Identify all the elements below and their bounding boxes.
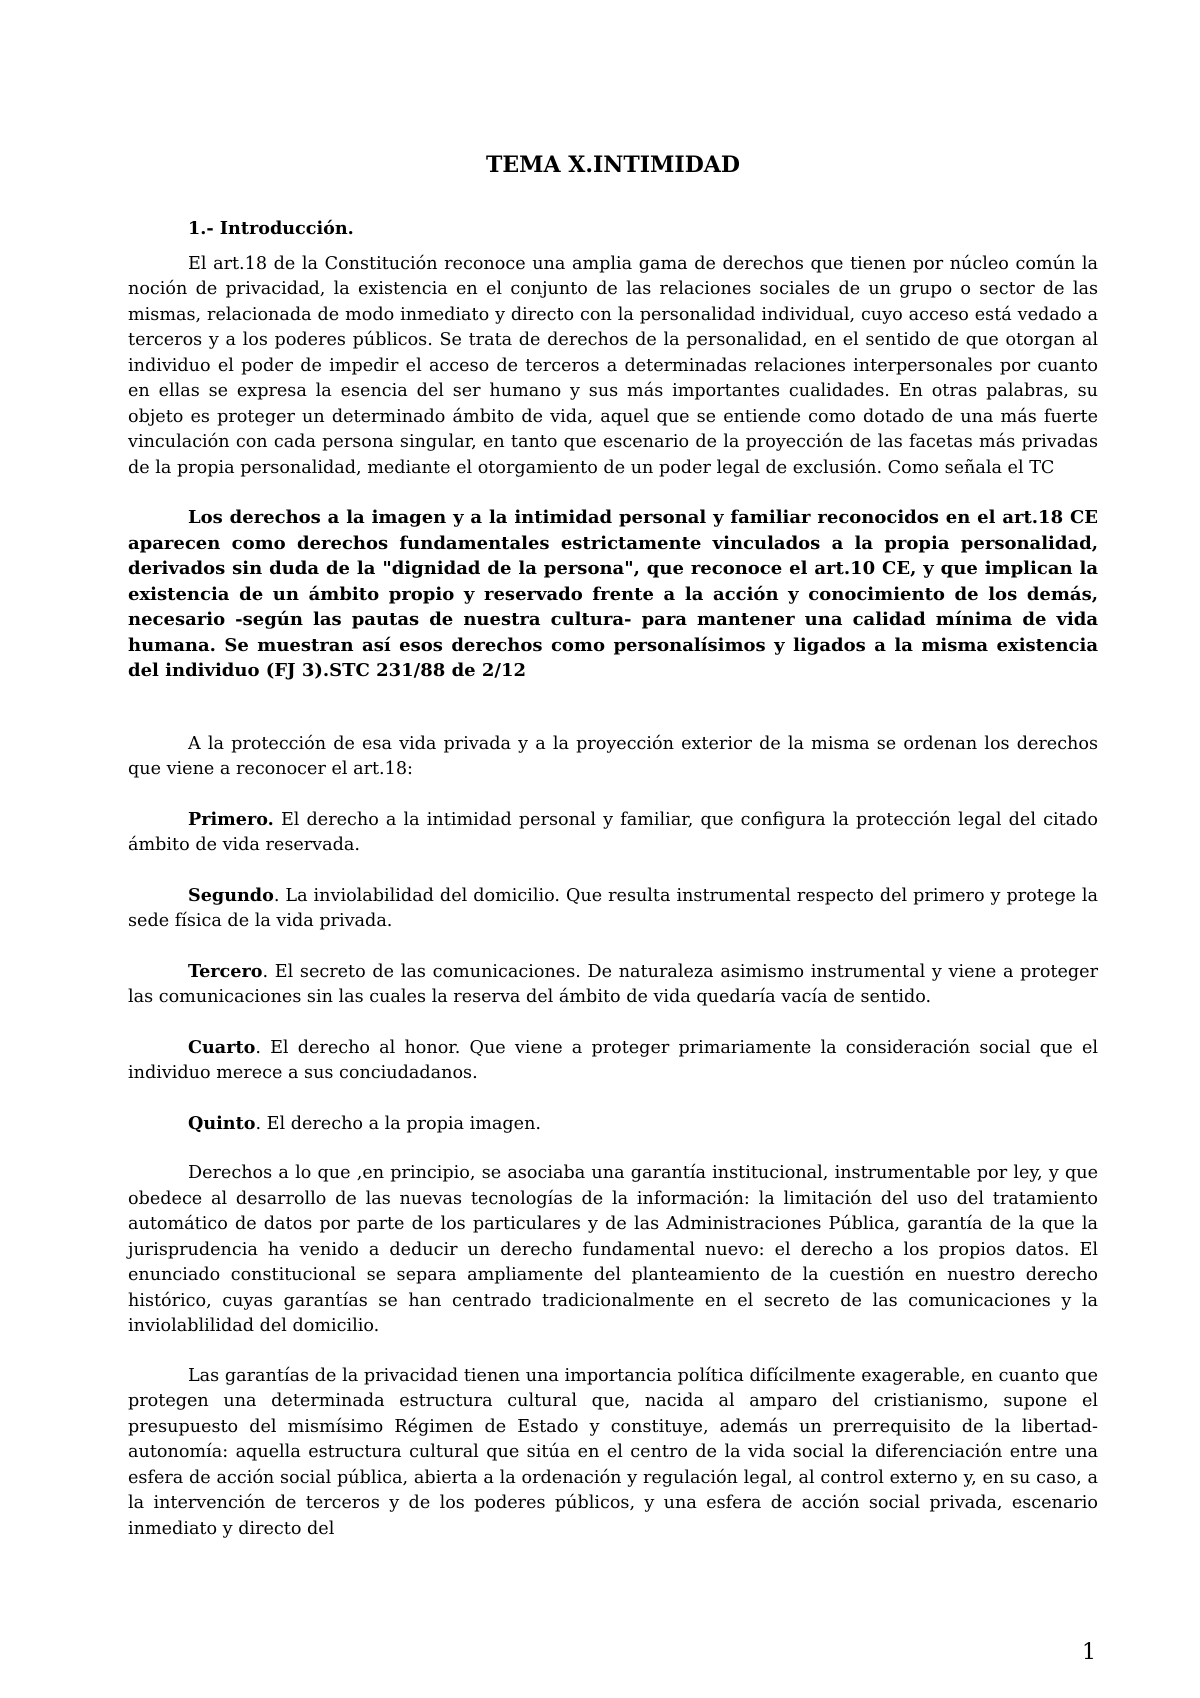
item-lead: Segundo [188,884,274,906]
item-text: . El derecho a la propia imagen. [255,1113,542,1134]
document-body [128,150,1098,1542]
paragraph-privacy-guarantees: Las garantías de la privacidad tienen una importancia política difícilmente exagerable, en cuanto que protegen una determinada estructura cultural que, nacida al amparo del cristianismo, supone el presupuesto del mismísimo Régimen de Estado y constituye, además un prerrequisito de la libertad-autonomía: aquella estructura cultural que sitúa en el centro de la vida social la diferenciación entre una esfera de acción social pública, abierta a la ordenación y regulación legal, al control externo y, en su caso, a la intervención de terceros y de los poderes públicos, y una esfera de acción social privada, escenario inmediato y directo del [128,1365,1098,1539]
list-item-quinto [128,1111,1098,1138]
paragraph-rights-intro: A la protección de esa vida privada y a la proyección exterior de la misma se ordenan los derechos que viene a reconocer el art.18: [128,733,1098,779]
item-text: El derecho a la intimidad personal y familiar, que configura la protección legal del citado ámbito de vida reservada. [128,809,1098,855]
list-item-cuarto [128,1035,1098,1087]
section-heading: 1.- Introducción. [188,218,354,239]
item-text: . La inviolabilidad del domicilio. Que resulta instrumental respecto del primero y protege la sede física de la vida privada. [128,885,1098,931]
page-title: TEMA X.INTIMIDAD [486,152,740,178]
list-item-tercero [128,959,1098,1011]
item-text: . El derecho al honor. Que viene a proteger primariamente la consideración social que el individuo merece a sus conciudadanos. [128,1037,1098,1083]
page-number: 1 [1082,1640,1096,1665]
quote-stc: Los derechos a la imagen y a la intimidad personal y familiar reconocidos en el art.18 CE aparecen como derechos fundamentales estrictamente vinculados a la propia personalidad, derivados sin duda de la "dignidad de la persona", que reconoce el art.10 CE, y que implican la existencia de un ámbito propio y reservado frente a la acción y conocimiento de los demás, necesario -según las pautas de nuestra cultura- para mantener una calidad mínima de vida humana. Se muestran así esos derechos como personalísimos y ligados a la misma existencia del individuo (FJ 3).STC 231/88 de 2/12 [128,507,1098,681]
paragraph-data-protection: Derechos a lo que ,en principio, se asociaba una garantía institucional, instrumentable por ley, y que obedece al desarrollo de las nuevas tecnologías de la información: la limitación del uso del tratamiento automático de datos por parte de los particulares y de las Administraciones Pública, garantía de la que la jurisprudencia ha venido a deducir un derecho fundamental nuevo: el derecho a los propios datos. El enunciado constitucional se separa ampliamente del planteamiento de la cuestión en nuestro derecho histórico, cuyas garantías se han centrado tradicionalmente en el secreto de las comunicaciones y la inviolablilidad del domicilio. [128,1163,1098,1336]
item-text: . El secreto de las comunicaciones. De naturaleza asimismo instrumental y viene a proteger las comunicaciones sin las cuales la reserva del ámbito de vida quedaría vacía de sentido. [128,961,1098,1007]
item-lead: Quinto [188,1112,256,1134]
list-item-primero [128,807,1098,859]
item-lead: Tercero [188,960,263,982]
item-lead: Primero. [188,808,274,830]
list-item-segundo [128,883,1098,935]
item-lead: Cuarto [188,1036,256,1058]
paragraph-intro: El art.18 de la Constitución reconoce una amplia gama de derechos que tienen por núcleo común la noción de privacidad, la existencia en el conjunto de las relaciones sociales de un grupo o sector de las mismas, relacionada de modo inmediato y directo con la personalidad individual, cuyo acceso está vedado a terceros y a los poderes públicos. Se trata de derechos de la personalidad, en el sentido de que otorgan al individuo el poder de impedir el acceso de terceros a determinadas relaciones interpersonales por cuanto en ellas se expresa la esencia del ser humano y sus más importantes cualidades. En otras palabras, su objeto es proteger un determinado ámbito de vida, aquel que se entiende como dotado de una más fuerte vinculación con cada persona singular, en tanto que escenario de la proyección de las facetas más privadas de la propia personalidad, mediante el otorgamiento de un poder legal de exclusión. Como señala el TC [128,253,1098,478]
